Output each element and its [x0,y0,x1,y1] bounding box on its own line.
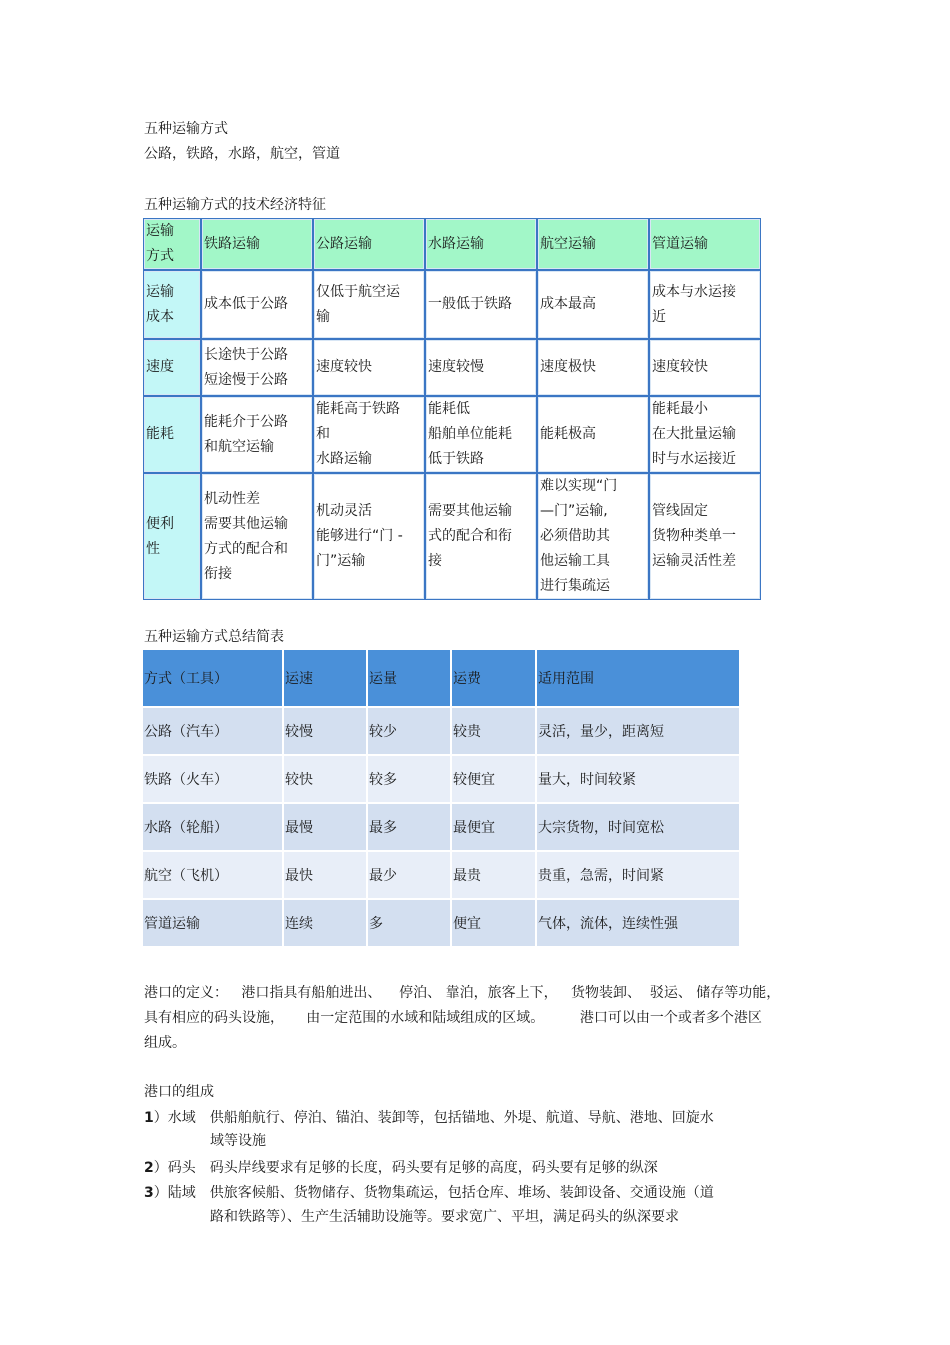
list-item-number: 1 [144,1110,154,1126]
table-cell: 气体，流体，连续性强 [537,900,741,948]
table-cell: 仅低于航空运 输 [313,270,425,339]
table1-caption: 五种运输方式的技术经济特征 [144,197,326,213]
table-cell: 铁路运输 [201,218,313,270]
section-title: 五种运输方式 [144,121,228,137]
list-item-continuation: 域等设施 [210,1133,266,1149]
table-cell: 最便宜 [452,804,537,852]
table-cell: 难以实现“门 —门”运输, 必须借助其 他运输工具 进行集疏运 [537,473,649,600]
table-row [143,708,741,756]
table-row [143,339,761,396]
table-cell: 水路（轮船） [143,804,284,852]
table-cell: 较慢 [284,708,368,756]
table-row [143,396,761,473]
table-cell: 成本最高 [537,270,649,339]
table-cell: 长途快于公路 短途慢于公路 [201,339,313,396]
list-item-number: 2 [144,1160,154,1176]
table-cell: 较快 [284,756,368,804]
table-cell: 成本低于公路 [201,270,313,339]
list-item [144,1183,714,1203]
list-item-continuation: 路和铁路等）、生产生活辅助设施等。要求宽广、平坦，满足码头的纵深要求 [210,1209,679,1225]
table-cell: 最贵 [452,852,537,900]
table-cell: 最多 [368,804,452,852]
list-item-number: 3 [144,1185,154,1201]
table-cell: 便宜 [452,900,537,948]
table-cell: 速度较快 [313,339,425,396]
table-cell: 较少 [368,708,452,756]
table-cell: 较便宜 [452,756,537,804]
table-cell: 较多 [368,756,452,804]
list-item [144,1108,714,1128]
table-row [143,270,761,339]
table-cell: 管道运输 [143,900,284,948]
table-cell: 量大，时间较紧 [537,756,741,804]
table-cell: 能耗低 船舶单位能耗 低于铁路 [425,396,537,473]
table-cell: 航空（飞机） [143,852,284,900]
table-row [143,804,741,852]
table-cell: 管线固定 货物种类单一 运输灵活性差 [649,473,761,600]
list-item-text: 供旅客候船、货物储存、货物集疏运，包括仓库、堆场、装卸设备、交通设施（道 [209,1185,714,1201]
port-definition-line2: 具有相应的码头设施， 由一定范围的水域和陆域组成的区域。 港口可以由一个或者多个港区 [144,1010,762,1026]
table-cell: 机动灵活 能够进行“门 - 门”运输 [313,473,425,600]
table-cell: 速度较快 [649,339,761,396]
table-cell: 最快 [284,852,368,900]
table-cell: 铁路（火车） [143,756,284,804]
table-row-header: 便利 性 [143,473,201,600]
list-item [144,1158,658,1178]
table2-caption: 五种运输方式总结简表 [144,629,284,645]
table-cell: 公路（汽车） [143,708,284,756]
table-cell: 运输 方式 [143,218,201,270]
table-cell: 速度较慢 [425,339,537,396]
table-header-row [143,650,741,708]
table-cell: 最慢 [284,804,368,852]
table-cell: 需要其他运输 式的配合和衔 接 [425,473,537,600]
table-cell: 管道运输 [649,218,761,270]
table-row-header: 运输 成本 [143,270,201,339]
table-header-row [143,218,761,270]
table-cell: 多 [368,900,452,948]
table-cell: 水路运输 [425,218,537,270]
port-definition-line3: 组成。 [144,1035,186,1051]
list-item-label: ）水域 [153,1110,196,1126]
table-header-cell: 运速 [284,650,368,708]
list-item-label: ）码头 [153,1160,196,1176]
table-cell: 能耗介于公路 和航空运输 [201,396,313,473]
table-cell: 连续 [284,900,368,948]
list-item-label: ）陆域 [153,1185,196,1201]
table-cell: 能耗最小 在大批量运输 时与水运接近 [649,396,761,473]
table-header-cell: 适用范围 [537,650,741,708]
table-cell: 最少 [368,852,452,900]
table-cell: 航空运输 [537,218,649,270]
table-cell: 大宗货物，时间宽松 [537,804,741,852]
table-row [143,473,761,600]
port-composition-title: 港口的组成 [144,1084,214,1100]
table-header-cell: 方式（工具） [143,650,284,708]
table-row [143,852,741,900]
table-cell: 公路运输 [313,218,425,270]
table-cell: 机动性差 需要其他运输 方式的配合和 衔接 [201,473,313,600]
table-row-header: 速度 [143,339,201,396]
table-cell: 贵重，急需，时间紧 [537,852,741,900]
tech-economic-table [143,218,761,600]
table-cell: 成本与水运接 近 [649,270,761,339]
table-row [143,756,741,804]
table-row-header: 能耗 [143,396,201,473]
list-item-text: 供船舶航行、停泊、锚泊、装卸等，包括锚地、外堤、航道、导航、港地、回旋水 [209,1110,714,1126]
table-cell: 能耗高于铁路 和 水路运输 [313,396,425,473]
table-cell: 速度极快 [537,339,649,396]
table-header-cell: 运量 [368,650,452,708]
table-row [143,900,741,948]
table-header-cell: 运费 [452,650,537,708]
table-cell: 一般低于铁路 [425,270,537,339]
list-item-text: 码头岸线要求有足够的长度，码头要有足够的高度，码头要有足够的纵深 [209,1160,658,1176]
table-cell: 较贵 [452,708,537,756]
table-cell: 灵活，量少，距离短 [537,708,741,756]
summary-table [143,650,741,948]
table-cell: 能耗极高 [537,396,649,473]
transport-list: 公路，铁路，水路，航空，管道 [144,146,340,162]
port-definition-line1: 港口的定义： 港口指具有船舶进出、 停泊、 靠泊，旅客上下， 货物装卸、 驳运、 储存等功能， [144,985,781,1001]
